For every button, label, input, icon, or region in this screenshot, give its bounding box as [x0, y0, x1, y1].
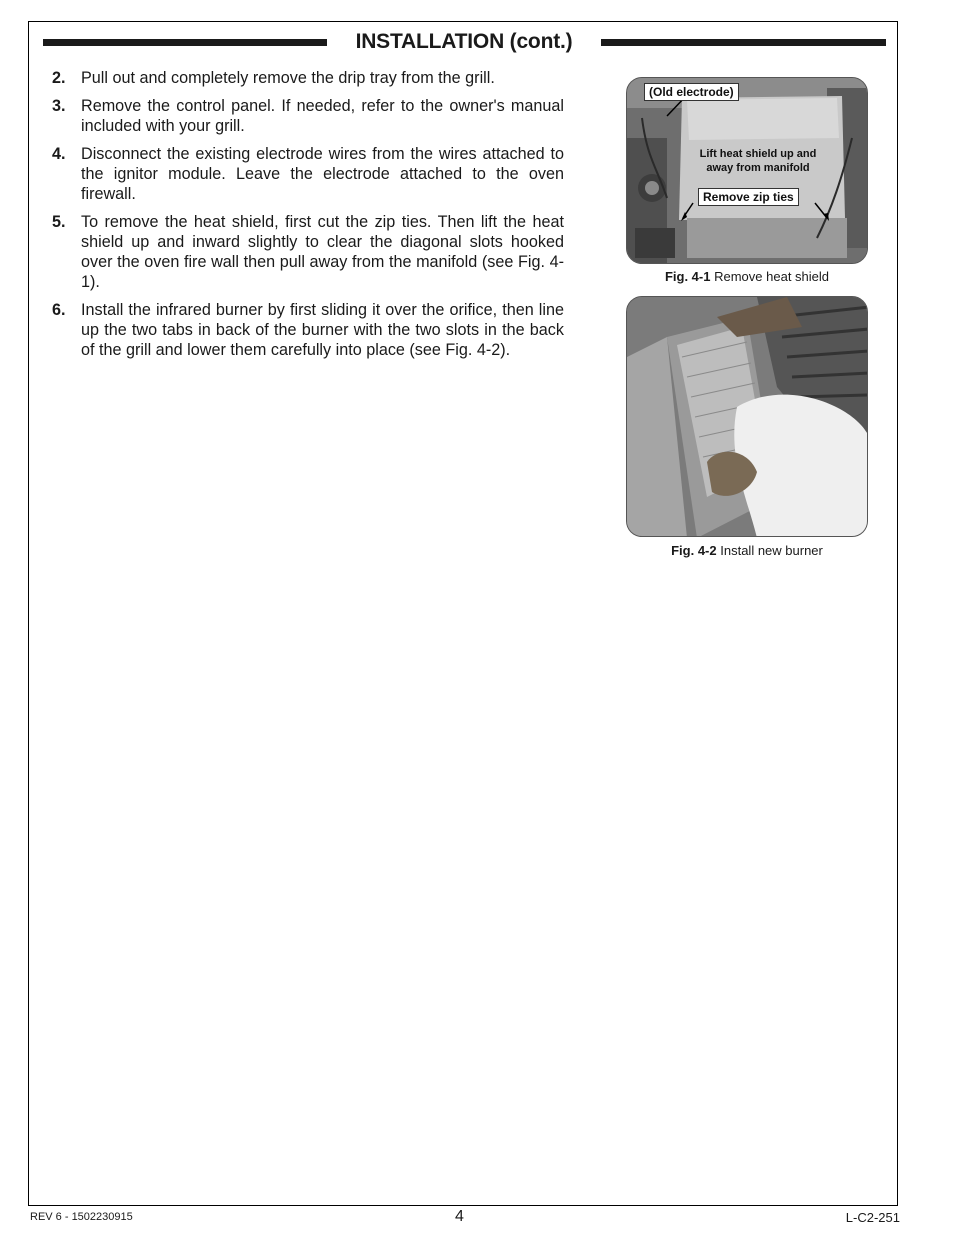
step-text: To remove the heat shield, first cut the zip ties. Then lift the heat shield up and inward slightly to clear the diagonal slots hooked over the oven fire wall then pull away from the manifold (see Fig. 4-1). [81, 213, 564, 291]
figure-remove-heat-shield [626, 77, 868, 264]
step-number: 2. [52, 69, 66, 87]
callout-old-electrode: (Old electrode) [644, 83, 739, 101]
figure-caption [626, 543, 868, 558]
step-number: 3. [52, 97, 66, 115]
title-rule-left [43, 39, 327, 46]
figure-caption-text: Remove heat shield [714, 269, 830, 284]
document-code: L-C2-251 [845, 1210, 900, 1225]
title-rule-right [601, 39, 886, 46]
step-item [52, 144, 564, 204]
figure-number: Fig. 4-2 [671, 543, 717, 558]
step-item [52, 212, 564, 292]
figure-caption [626, 269, 868, 284]
step-text: Remove the control panel. If needed, refer to the owner's manual included with your grill. [81, 97, 564, 135]
new-burner-photo [627, 297, 868, 537]
step-number: 5. [52, 213, 66, 231]
revision-code: REV 6 - 1502230915 [30, 1211, 133, 1223]
step-text: Pull out and completely remove the drip tray from the grill. [81, 69, 495, 87]
page-number: 4 [455, 1208, 464, 1225]
step-text: Install the infrared burner by first sliding it over the orifice, then line up the two tabs in back of the burner with the two slots in the back of the grill and lower them carefully into place (see Fig. 4-2). [81, 301, 564, 359]
step-item [52, 96, 564, 136]
callout-lift-heat-shield: Lift heat shield up and away from manifold [699, 148, 817, 174]
figure-number: Fig. 4-1 [664, 269, 711, 284]
step-number: 4. [52, 145, 66, 163]
step-item [52, 300, 564, 360]
step-text: Disconnect the existing electrode wires from the wires attached to the ignitor module. Leave the electrode attached to the oven firewall. [81, 145, 564, 203]
step-number: 6. [52, 301, 66, 319]
step-item [52, 68, 564, 88]
figure-caption-text: Install new burner [720, 543, 823, 558]
callout-remove-zip-ties: Remove zip ties [698, 188, 799, 206]
section-title: INSTALLATION (cont.) [355, 30, 573, 53]
figure-install-new-burner [626, 296, 868, 537]
instruction-steps [52, 68, 564, 368]
